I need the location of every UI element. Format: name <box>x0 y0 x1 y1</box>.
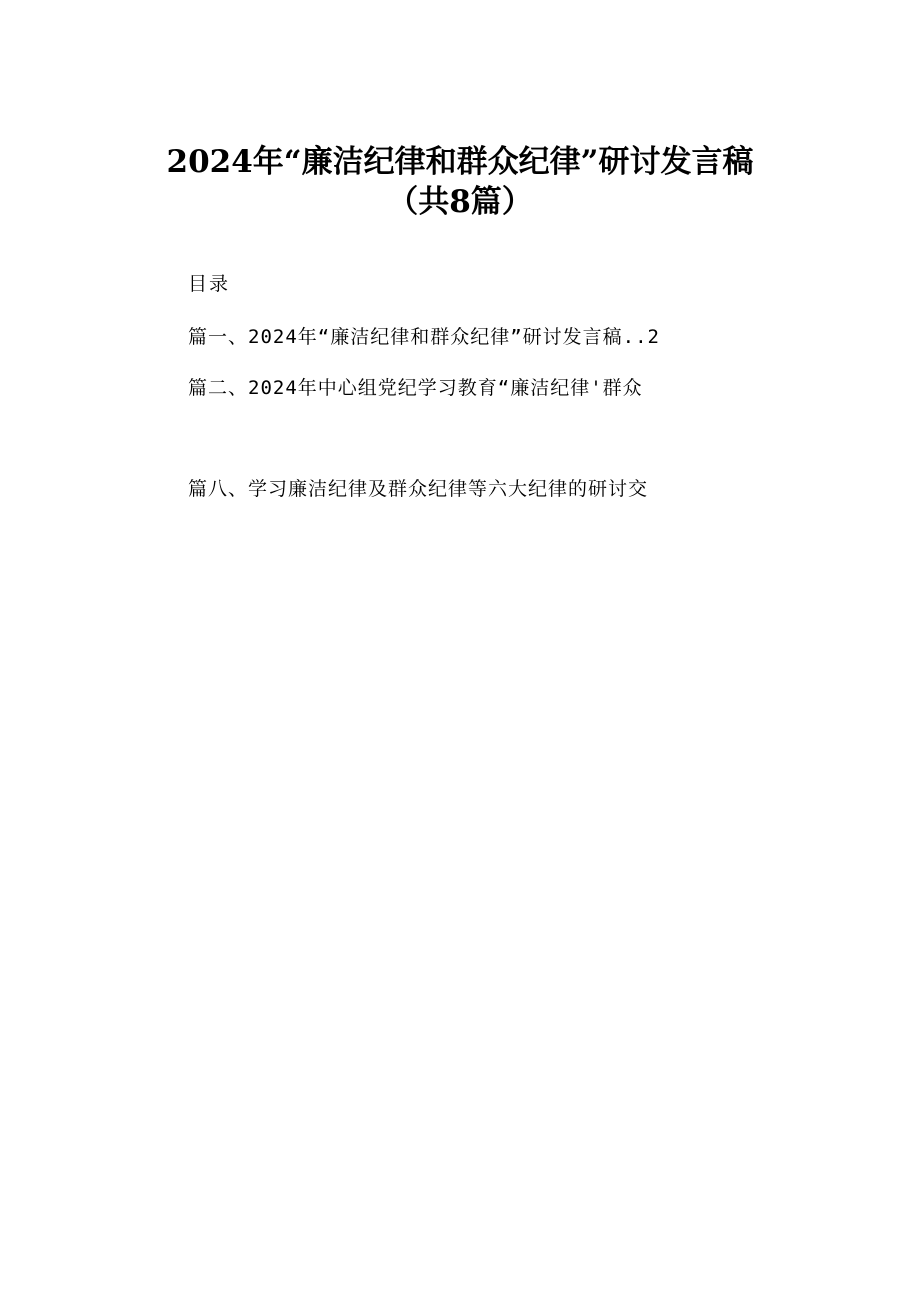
toc-item-1[interactable]: 篇一、2024年“廉洁纪律和群众纪律”研讨发言稿..2 <box>188 326 660 348</box>
toc-heading: 目录 <box>188 273 231 295</box>
toc-item-2[interactable]: 篇二、2024年中心组党纪学习教育“廉洁纪律'群众 <box>188 377 643 399</box>
toc-item-8[interactable]: 篇八、学习廉洁纪律及群众纪律等六大纪律的研讨交 <box>188 478 649 500</box>
document-subtitle-count: （共8篇） <box>387 184 533 220</box>
document-title: 2024年“廉洁纪律和群众纪律”研讨发言稿 <box>166 144 754 180</box>
